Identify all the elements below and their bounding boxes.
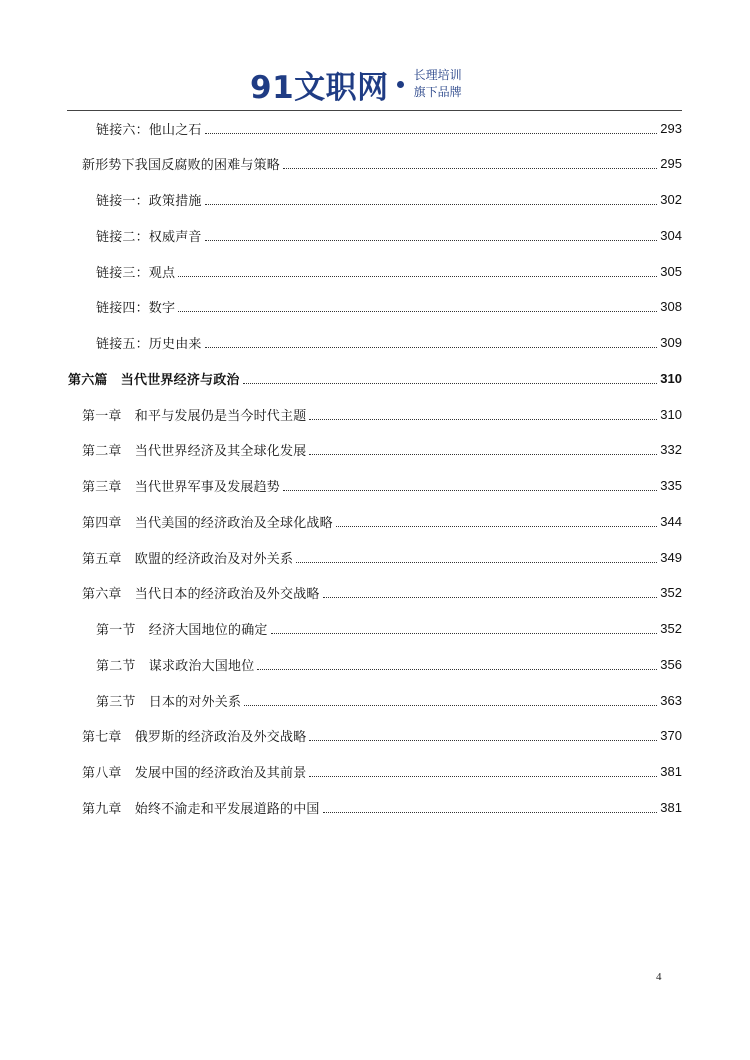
toc-dot-leader bbox=[323, 812, 658, 813]
brand-logo bbox=[250, 62, 462, 106]
toc-entry-title: 第二章 当代世界经济及其全球化发展 bbox=[82, 444, 307, 460]
toc-dot-leader bbox=[309, 454, 657, 455]
toc-entry-title: 链接三：观点 bbox=[96, 265, 176, 281]
toc-dot-leader bbox=[178, 276, 657, 277]
header-divider bbox=[67, 110, 682, 111]
toc-entry[interactable] bbox=[0, 617, 682, 641]
brand-tagline bbox=[414, 67, 462, 101]
toc-entry[interactable] bbox=[0, 509, 682, 533]
toc-entry[interactable] bbox=[0, 402, 682, 426]
toc-entry[interactable] bbox=[0, 295, 682, 319]
toc-entry-page: 310 bbox=[660, 370, 682, 386]
toc-entry-title: 链接二：权威声音 bbox=[96, 229, 202, 245]
toc-dot-leader bbox=[309, 740, 657, 741]
toc-entry-title: 第八章 发展中国的经济政治及其前景 bbox=[82, 766, 307, 781]
toc-entry-title: 第二节 谋求政治大国地位 bbox=[96, 658, 255, 674]
toc-dot-leader bbox=[336, 526, 657, 527]
toc-entry[interactable] bbox=[0, 331, 682, 355]
toc-dot-leader bbox=[323, 597, 658, 598]
toc-entry-page: 295 bbox=[660, 156, 682, 172]
toc-entry[interactable] bbox=[0, 188, 682, 212]
toc-entry-title: 第一节 经济大国地位的确定 bbox=[96, 623, 268, 638]
toc-entry[interactable] bbox=[0, 795, 682, 819]
toc-entry-title: 第一章 和平与发展仍是当今时代主题 bbox=[82, 408, 307, 424]
toc-entry[interactable] bbox=[0, 688, 682, 712]
toc-entry[interactable] bbox=[0, 259, 682, 283]
toc-entry[interactable] bbox=[0, 116, 682, 140]
toc-entry-page: 352 bbox=[660, 585, 682, 601]
toc-dot-leader bbox=[257, 669, 657, 670]
brand-tagline-line-2: 旗下品牌 bbox=[413, 85, 462, 99]
toc-entry-title: 链接六：他山之石 bbox=[96, 122, 202, 138]
toc-entry[interactable] bbox=[0, 223, 682, 247]
toc-dot-leader bbox=[205, 240, 658, 241]
toc-entry-title: 链接一：政策措施 bbox=[96, 194, 202, 209]
toc-entry[interactable] bbox=[0, 438, 682, 462]
toc-entry-page: 349 bbox=[660, 549, 682, 565]
toc-entry-page: 332 bbox=[660, 442, 682, 458]
toc-entry-page: 381 bbox=[660, 764, 682, 779]
toc-dot-leader bbox=[271, 633, 658, 634]
toc-dot-leader bbox=[178, 311, 657, 312]
brand-dot-icon bbox=[397, 81, 404, 88]
toc-entry[interactable] bbox=[0, 581, 682, 605]
toc-entry-page: 370 bbox=[660, 728, 682, 744]
toc-entry-title: 第三节 日本的对外关系 bbox=[96, 694, 242, 710]
toc-entry-page: 344 bbox=[660, 513, 682, 529]
brand-name: 91文职网 bbox=[250, 69, 389, 106]
toc-entry-title: 链接四：数字 bbox=[96, 301, 176, 317]
toc-entry-title: 第四章 当代美国的经济政治及全球化战略 bbox=[82, 515, 333, 531]
toc-dot-leader bbox=[205, 204, 658, 205]
toc-entry[interactable] bbox=[0, 545, 682, 569]
toc-dot-leader bbox=[244, 705, 657, 706]
toc-entry-page: 309 bbox=[660, 335, 682, 350]
toc-entry-page: 363 bbox=[660, 692, 682, 708]
toc-dot-leader bbox=[309, 776, 657, 777]
toc-entry[interactable] bbox=[0, 474, 682, 498]
toc-entry-title: 第九章 始终不渝走和平发展道路的中国 bbox=[82, 801, 320, 817]
toc-entry-page: 356 bbox=[660, 656, 682, 672]
toc-entry-page: 352 bbox=[660, 621, 682, 636]
toc-entry-page: 305 bbox=[660, 263, 682, 279]
toc-dot-leader bbox=[309, 419, 657, 420]
toc-entry-title: 第五章 欧盟的经济政治及对外关系 bbox=[82, 551, 294, 567]
toc-entry-page: 310 bbox=[660, 406, 682, 422]
toc-entry[interactable] bbox=[0, 366, 682, 390]
brand-tagline-line-1: 长理培训 bbox=[413, 68, 462, 82]
toc-entry-title: 链接五：历史由来 bbox=[96, 337, 202, 352]
toc-entry[interactable] bbox=[0, 152, 682, 176]
toc-entry-page: 304 bbox=[660, 227, 682, 243]
toc-entry-title: 新形势下我国反腐败的困难与策略 bbox=[82, 158, 281, 174]
toc-entry-title: 第三章 当代世界军事及发展趋势 bbox=[82, 480, 281, 495]
toc-entry-page: 308 bbox=[660, 299, 682, 315]
toc-entry[interactable] bbox=[0, 760, 682, 784]
toc-entry[interactable] bbox=[0, 724, 682, 748]
toc-dot-leader bbox=[283, 490, 657, 491]
toc-entry-page: 381 bbox=[660, 799, 682, 815]
toc-dot-leader bbox=[283, 168, 657, 169]
toc-entry[interactable] bbox=[0, 652, 682, 676]
toc-dot-leader bbox=[205, 347, 658, 348]
toc-entry-title: 第七章 俄罗斯的经济政治及外交战略 bbox=[82, 730, 307, 746]
toc-dot-leader bbox=[296, 562, 657, 563]
page-number: 4 bbox=[656, 971, 662, 983]
toc-dot-leader bbox=[243, 383, 658, 384]
toc-entry-title: 第六章 当代日本的经济政治及外交战略 bbox=[82, 587, 320, 603]
toc-dot-leader bbox=[205, 133, 658, 134]
toc-entry-title: 第六篇 当代世界经济与政治 bbox=[68, 372, 240, 388]
toc-entry-page: 293 bbox=[660, 120, 682, 136]
toc-entry-page: 302 bbox=[660, 192, 682, 207]
toc-entry-page: 335 bbox=[660, 478, 682, 493]
